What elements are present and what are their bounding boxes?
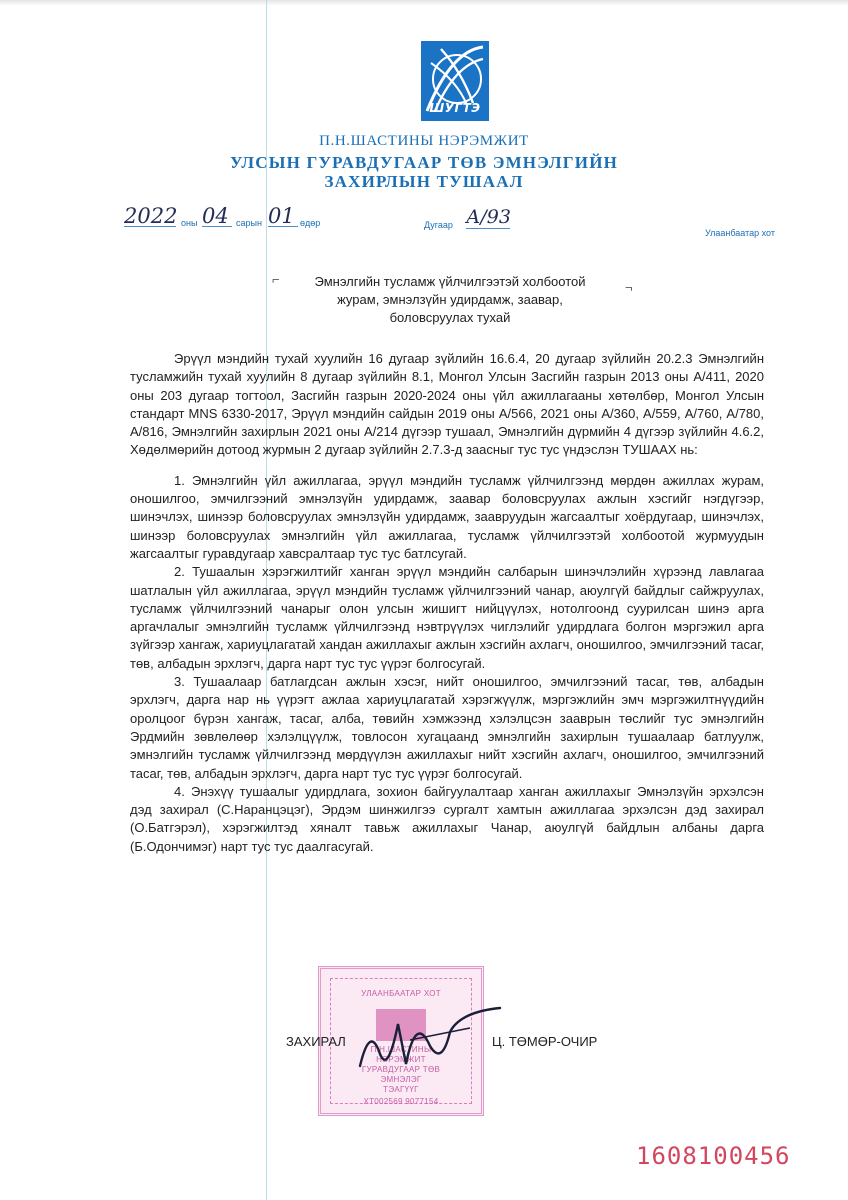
stamp-line5: ТЭАГҮҮГ bbox=[383, 1085, 419, 1094]
day-value: 01 bbox=[268, 204, 295, 228]
order-item-3: 3. Тушаалаар батлагдсан ажлын хэсэг, нийт оношилгоо, эмчилгээний тасаг, төв, албадын эрхлэгч, дарга нар нь үүрэгт ажлаа хариуцлагатай хэрэгжүүлж, мэргэжлийн эмч мэргэжилтнүүдийн оролцоог бүрэн хангаж, тасаг, алба, төвийн хэмжээнд хэлэлцсэн зааврын төслийг тус эмнэлгийн Эрдмийн зөвлөлөөр хэлэлцүүлж, товлосон хугацаанд эмнэлгийн захирлын тушаалаар батлуулж, эмнэлгийн тусламж үйлчилгээнд мөрдүүлэн ажиллахыг нийт хэсгийн ахлагч, оношилгоо, эмчилгээний тасаг, төв, албадын эрхлэгч, дарга нарт тус тус үүрэг болгосугай. bbox=[130, 674, 764, 781]
logo-text: ШУГТЭ bbox=[429, 101, 481, 115]
stamp-line1: П.Н.ШАСТИНЫ bbox=[370, 1045, 432, 1054]
order-item-2: 2. Тушаалын хэрэгжилтийг ханган эрүүл мэндийн салбарын шинэчлэлийн хүрээнд лавлагаа шатлалын үйл ажиллагаа, эрүүл мэндийн тусламж үйлчилгээний чанар, аюулгүй байдлыг сайжруулах, тусламж үйлчилгээний чанарыг олон улсын жишигт нийцүүлэх, нотолгоонд суурилсан шинэ арга аргачлалыг эмнэлгийн тусламж үйлчилгээнд нэвтрүүлэх чиглэлийг удирдлага болгон мэргэжил арга зүйгээр хангаж, хариуцлагатай хандан ажиллахыг ажлын хэсгийн ахлагч, оношилгоо, эмчилгээний тасаг, төв, албадын эрхлэгч, дарга нарт тус тус үүрэг болгосугай. bbox=[130, 564, 764, 671]
scan-edge bbox=[0, 0, 848, 6]
year-value: 2022 bbox=[124, 204, 178, 228]
order-item-1: 1. Эмнэлгийн үйл ажиллагаа, эрүүл мэндийн тусламж үйлчилгээнд мөрдөн ажиллах журам, оношилгоо, эмчилгээний эмнэлзүйн удирдамж, заавар боловсруулах ажлын хэсгийг нэгдүгээр, шинэчлэх, шинээр боловсруулах эмнэлзүйн удирдамж, заавруудын жагсаалтыг хоёрдугаар, шинэчлэх, шинээр боловсруулах эмнэлгийн үйл ажиллагаа, тусламж үйлчилгээтэй холбоотой журмуудын жагсаалтыг гуравдугаар хавсралтаар тус тус батлсугай. bbox=[130, 472, 764, 561]
city: Улаанбаатар хот bbox=[705, 228, 775, 238]
day-field bbox=[268, 204, 298, 227]
org-name-line1: П.Н.ШАСТИНЫ НЭРЭМЖИТ bbox=[319, 133, 529, 149]
day-label: өдөр bbox=[300, 218, 321, 228]
shugte-logo-icon bbox=[421, 41, 489, 121]
order-item-4: 4. Энэхүү тушаалыг удирдлага, зохион байгуулалтаар ханган ажиллахыг Эмнэлзүйн эрхэлсэн дэд захирал (С.Наранцэцэг), Эрдэм шинжилгээ сургалт хамтын ажиллагаа эрхэлсэн дэд захирал (О.Батгэрэл), хэрэгжилтэд хяналт тавьж ажиллахыг Чанар, аюулгүй байдлын албаны дарга (Б.Одончимэг) нарт тус тус даалгасугай. bbox=[130, 783, 764, 854]
month-label: сарын bbox=[236, 218, 262, 228]
number-value: А/93 bbox=[466, 206, 511, 228]
year-label: оны bbox=[181, 218, 198, 228]
stamp-code: ХТ002569 9077154 bbox=[363, 1097, 439, 1106]
subject-bracket-left: ⌐ bbox=[272, 272, 280, 287]
order-body bbox=[130, 350, 764, 856]
signatory-title: ЗАХИРАЛ bbox=[286, 1034, 346, 1049]
number-label: Дугаар bbox=[424, 220, 453, 230]
subject-bracket-right: ¬ bbox=[625, 280, 633, 295]
stamp-line3: ГУРАВДУГААР ТӨВ bbox=[361, 1065, 441, 1074]
subject-line2: журам, эмнэлзүйн удирдамж, заавар, bbox=[337, 292, 563, 307]
serial-number: 1608100456 bbox=[636, 1142, 791, 1170]
org-name-line2: УЛСЫН ГУРАВДУГААР ТӨВ ЭМНЭЛГИЙН bbox=[229, 153, 619, 172]
number-field bbox=[466, 206, 510, 229]
stamp-top-text: УЛААНБААТАР ХОТ bbox=[361, 989, 441, 998]
subject-line1: Эмнэлгийн тусламж үйлчилгээтэй холбоотой bbox=[314, 274, 586, 289]
stamp-line4: ЭМНЭЛЭГ bbox=[380, 1075, 422, 1084]
month-field bbox=[202, 204, 232, 227]
intro-paragraph: Эрүүл мэндийн тухай хуулийн 16 дугаар зүйлийн 16.6.4, 20 дугаар зүйлийн 20.2.3 Эмнэлгийн тусламжийн тухай хуулийн 8 дугаар зүйлийн 8.1, Монгол Улсын Засгийн газрын 2013 оны А/411, 2020 оны 203 дугаар тогтоол, Засгийн газрын 2020-2024 оны үйл ажиллагааны хөтөлбөр, Монгол Улсын стандарт MNS 6330-2017, Эрүүл мэндийн сайдын 2019 оны А/566, 2021 оны А/360, А/559, А/760, А/780, А/816, Эмнэлгийн захирлын 2021 оны А/214 дүгээр тушаал, Эмнэлгийн дүрмийн 4 дүгээр зүйлийн 4.6.2, Хөдөлмөрийн дотоод журмын 2 дугаар зүйлийн 2.7.3-д заасныг тус тус үндэслэн ТУШААХ нь: bbox=[130, 351, 764, 458]
document-type: ЗАХИРЛЫН ТУШААЛ bbox=[324, 172, 524, 191]
stamp-line2: НЭРЭМЖИТ bbox=[376, 1055, 426, 1064]
handwritten-signature bbox=[350, 1004, 510, 1074]
subject bbox=[270, 273, 630, 327]
signatory-name: Ц. ТӨМӨР-ОЧИР bbox=[492, 1034, 598, 1049]
year-field bbox=[124, 204, 176, 227]
subject-line3: боловсруулах тухай bbox=[389, 310, 511, 325]
month-value: 04 bbox=[202, 204, 229, 228]
